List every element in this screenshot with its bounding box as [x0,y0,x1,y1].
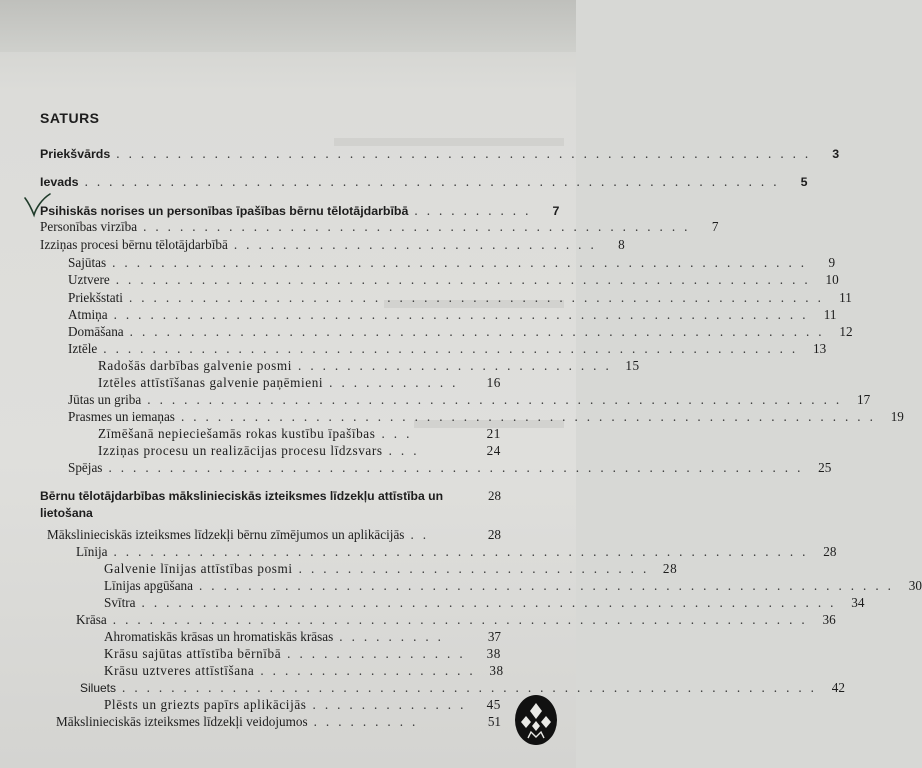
dot-leader: ......................................................... [128,290,830,305]
toc-entry-label: Jūtas un griba [68,392,142,407]
toc-entry[interactable] [80,680,845,696]
toc-entry[interactable] [40,219,719,234]
dot-leader: ......................................................... [113,544,815,559]
toc-entry-label: Personības virzība [40,219,138,234]
toc-entry[interactable] [98,375,501,390]
toc-entry-label: Atmiņa [68,307,108,322]
dot-leader: ......................................................... [84,174,786,189]
toc-entry-label: Krāsu uztveres attīstīšana [104,663,255,678]
dot-leader: ......................................................... [129,324,831,339]
toc-entry-page: 45 [486,697,501,712]
toc-entry-page: 36 [822,612,836,627]
toc-entry-page: 10 [825,272,839,287]
toc-entry[interactable] [40,146,840,162]
toc-entry-label: Izziņas procesi bērnu tēlotājdarbībā [40,237,228,252]
toc-entry[interactable] [98,426,501,441]
toc-entry-label: Ievads [40,175,79,189]
toc-entry-label: Priekšstati [68,290,123,305]
toc-entry-label: Krāsa [76,612,107,627]
dot-leader: ......................................................... [122,680,823,695]
toc-title: SATURS [40,110,100,126]
toc-entry[interactable] [104,561,678,576]
toc-entry[interactable] [98,358,640,373]
dot-leader: ......................................................... [180,409,882,424]
dot-leader: ........... [329,375,465,390]
dot-leader: ......... [313,714,425,729]
dot-leader: ............................................. [143,219,697,234]
toc-entry-page: 11 [823,307,837,322]
toc-entry-label: Mākslinieciskās izteiksmes līdzekļi veidojumos [56,714,308,729]
dot-leader: ......................................................... [108,460,810,475]
toc-entry-page: 8 [618,237,625,252]
toc-entry-page: 38 [489,663,504,678]
toc-entry-label: Siluets [80,681,117,695]
toc-entry-page: 12 [839,324,853,339]
toc-entry-label: Svītra [104,595,136,610]
dot-leader: ......................................................... [116,146,818,161]
toc-entry-page: 25 [818,460,832,475]
toc-entry-label: Ahromatiskās krāsas un hromatiskās krāsas [104,629,334,644]
toc-entry[interactable] [68,290,852,305]
dot-leader: .. [410,527,436,542]
toc-entry[interactable] [104,629,501,644]
dot-leader: ......... [339,629,450,644]
dot-leader: ......................................................... [113,307,815,322]
dot-leader: ... [381,426,419,441]
toc-entry-label: Iztēles attīstīšanas galvenie paņēmieni [98,375,324,390]
toc-entry-page: 28 [662,561,678,576]
dot-leader: ......................................................... [115,272,817,287]
dot-leader: .......... [414,203,538,218]
dot-leader: ............... [287,646,472,661]
dot-leader: .................. [260,663,482,678]
toc-entry-label: Prasmes un iemaņas [68,409,175,424]
toc-entry-label: Priekšvārds [40,147,111,161]
toc-entry[interactable] [104,646,501,661]
dot-leader: ......................................................... [112,255,814,270]
toc-entry[interactable] [68,460,832,475]
toc-entry-page: 16 [486,375,501,390]
toc-entry[interactable] [76,544,837,559]
toc-entry[interactable] [98,443,501,458]
toc-entry-label: Krāsu sajūtas attīstība bērnībā [104,646,282,661]
toc-entry-label: Līnija [76,544,108,559]
dot-leader: ......................................................... [103,341,805,356]
toc-entry[interactable] [76,612,836,627]
toc-entry-page: 7 [711,219,719,234]
toc-entry-page: 15 [625,358,640,373]
toc-entry-label: Bērnu tēlotājdarbības mākslinieciskās izteiksmes līdzekļu attīstība un lietošana [40,489,444,520]
toc-entry[interactable] [104,595,865,610]
toc-entry-page: 19 [890,409,904,424]
handwritten-check-icon [22,192,52,218]
toc-entry-page: 28 [487,527,501,542]
toc-entry[interactable] [68,324,853,339]
toc-entry-page: 24 [486,443,501,458]
toc-entry[interactable] [56,714,501,729]
toc-entry-label: Mākslinieciskās izteiksmes līdzekļi bērnu zīmējumos un aplikācijās [47,527,405,542]
toc-entry[interactable] [68,255,836,270]
toc-entry-label: Līnijas apgūšana [104,578,193,593]
toc-entry-page: 37 [487,629,501,644]
toc-entry[interactable] [40,237,625,252]
toc-entry-label: Spējas [68,460,103,475]
toc-entry-label: Domāšana [68,324,124,339]
toc-entry-label: Plēsts un griezts papīrs aplikācijās [104,697,307,712]
toc-entry[interactable] [40,174,808,190]
toc-entry[interactable] [104,663,504,678]
toc-entry-label: Galvenie līnijas attīstības posmi [104,561,293,576]
toc-entry-page: 30 [908,578,922,593]
toc-entry-page: 28 [823,544,837,559]
toc-entry-label: Sajūtas [68,255,107,270]
toc-entry[interactable] [104,697,501,712]
toc-entry[interactable] [40,203,560,219]
toc-entry[interactable] [104,578,922,593]
toc-entry-label: Uztvere [68,272,110,287]
toc-entry[interactable] [68,392,871,407]
ornamental-logo-icon [514,694,558,746]
toc-entry[interactable] [68,307,837,322]
dot-leader: ......................................................... [112,612,814,627]
toc-entry-page: 13 [813,341,827,356]
toc-entry-page: 3 [832,147,840,161]
toc-entry-page: 11 [839,290,852,305]
toc-entry-page: 21 [486,426,501,441]
toc-entry-page: 28 [488,488,501,503]
toc-entry-page: 51 [487,714,501,729]
dot-leader: ... [388,443,426,458]
toc-entry-label: Radošās darbības galvenie posmi [98,358,293,373]
toc-entry-page: 9 [828,255,836,270]
toc-entry-page: 34 [851,595,865,610]
toc-entry-page: 17 [857,392,871,407]
toc-entry-page: 42 [831,680,845,695]
toc-entry-page: 7 [552,204,560,218]
dot-leader: ............. [312,697,473,712]
toc-entry-label: Iztēle [68,341,98,356]
toc-entry-label: Psihiskās norises un personības īpašības bērnu tēlotājdarbībā [40,204,409,218]
toc-entry[interactable] [68,409,904,424]
dot-leader: ............................. [298,561,656,576]
dot-leader: .............................. [233,237,603,252]
toc-entry-page: 5 [800,175,808,189]
dot-leader: ......................................................... [141,595,843,610]
toc-entry[interactable] [47,527,501,542]
toc-entry[interactable] [68,341,827,356]
toc-entry[interactable] [68,272,839,287]
toc-section-heading[interactable] [40,488,501,522]
toc-entry-label: Izziņas procesu un realizācijas procesu līdzsvars [98,443,383,458]
toc-entry-label: Zīmēšanā nepieciešamās rokas kustību īpašības [98,426,376,441]
dot-leader: ......................................................... [199,578,900,593]
dot-leader: ......................................................... [147,392,849,407]
toc-entry-page: 38 [486,646,501,661]
dot-leader: .......................... [298,358,618,373]
